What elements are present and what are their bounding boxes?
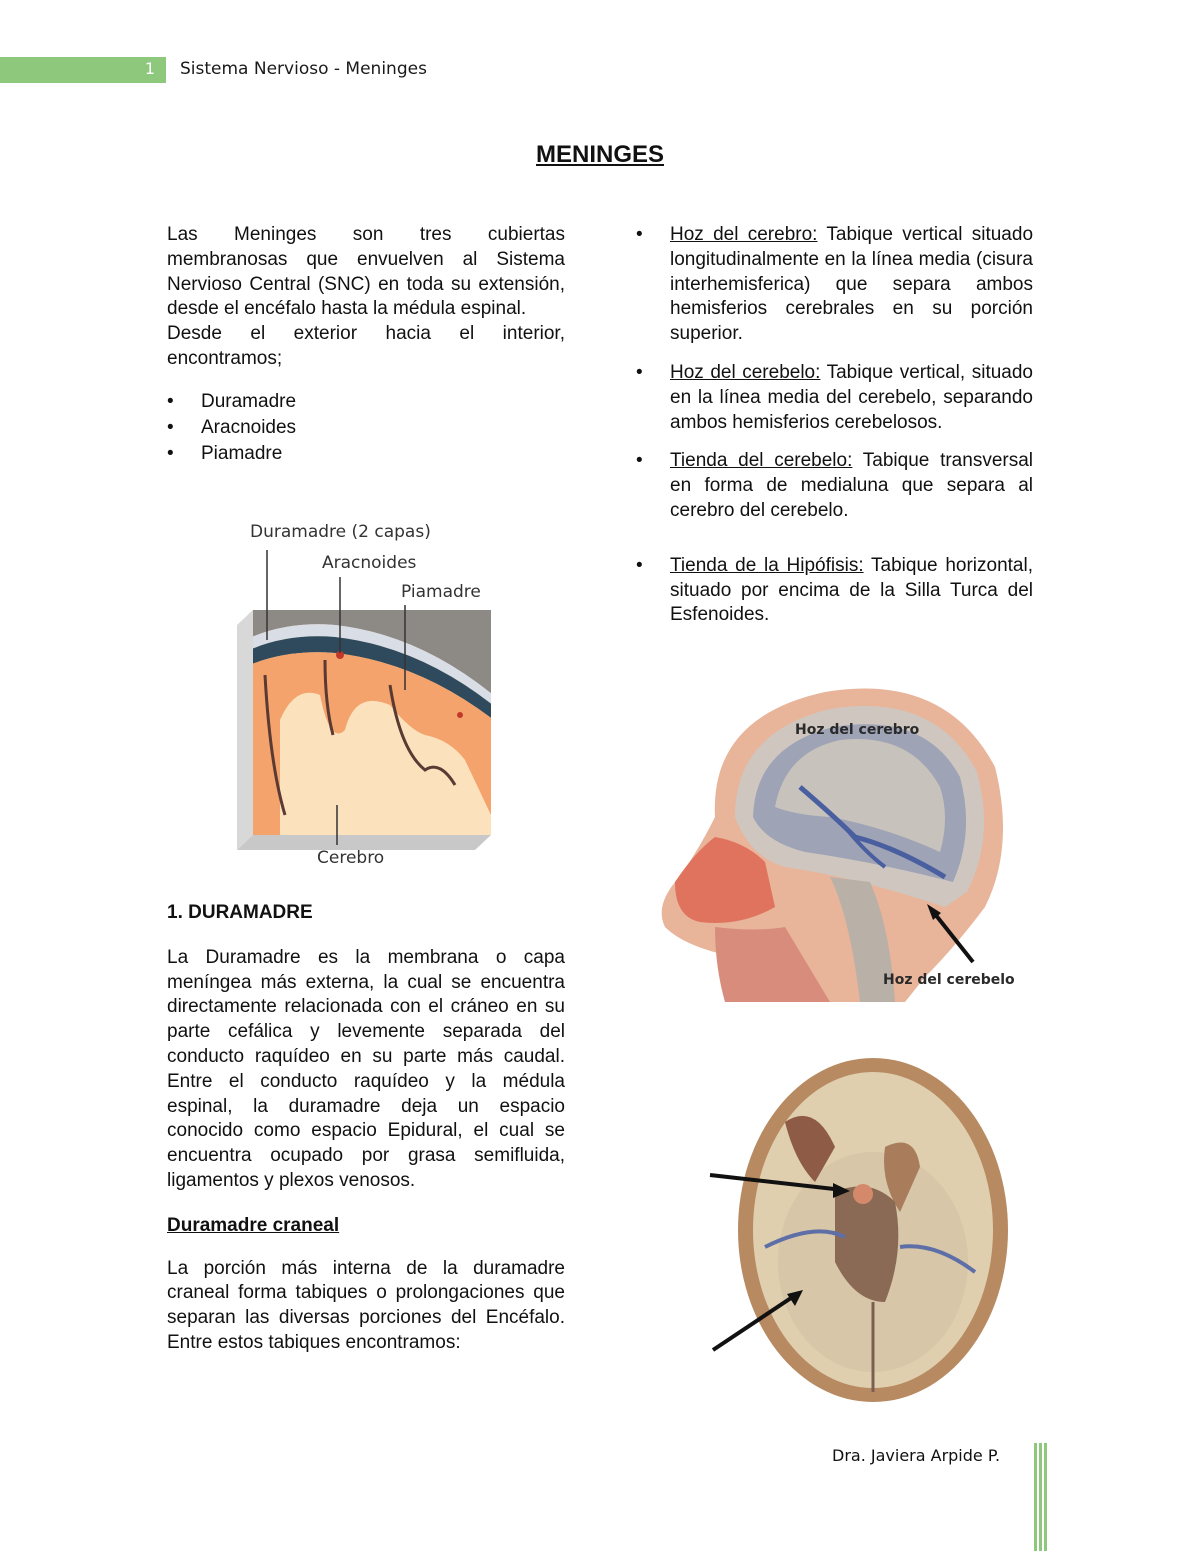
list-item: • Duramadre: [167, 389, 565, 415]
label-piamadre: Piamadre: [401, 582, 481, 602]
list-item: [636, 223, 1033, 347]
term-description: Tabique horizontal, situado por encima de la Silla Turca del Esfenoides.: [670, 554, 1033, 626]
accent-bar: [1034, 1443, 1037, 1551]
tabiques-list: [636, 223, 1033, 628]
intro-section: [167, 223, 565, 467]
meninges-list: [167, 389, 565, 467]
term-description: Tabique vertical, situado en la línea media del cerebelo, separando ambos hemisferios cerebelosos.: [670, 361, 1033, 433]
page-number: 1: [144, 59, 156, 78]
subsection-heading: Duramadre craneal: [167, 1214, 340, 1236]
list-item: [636, 554, 1033, 628]
duramadre-section: [167, 901, 565, 1356]
document-title: MENINGES: [535, 141, 664, 168]
cranial-base-illustration: [705, 1052, 1010, 1407]
cranial-base-figure: [705, 1052, 1010, 1407]
label-hoz-del-cerebro: Hoz del cerebro: [795, 722, 920, 738]
intro-paragraph-2: Desde el exterior hacia el interior, encontramos;: [167, 323, 565, 369]
list-item: [636, 449, 1033, 523]
sagittal-head-figure: [655, 677, 1015, 1002]
header-title: Sistema Nervioso - Meninges: [180, 59, 427, 79]
term: Tienda del cerebelo:: [670, 450, 853, 472]
duramadre-paragraph: La Duramadre es la membrana o capa meníngea más externa, la cual se encuentra directamente relacionada con el cráneo en su parte cefálica y levemente separada del conducto raquídeo en su parte más caudal. Entre el conducto raquídeo y la médula espinal, la duramadre deja un espacio conocido como espacio Epidural, el cual se encuentra ocupado por grasa semifluida, ligamentos y plexos venosos.: [167, 946, 565, 1191]
list-item: • Aracnoides: [167, 415, 565, 441]
meninges-layers-figure: [225, 515, 505, 875]
label-duramadre: Duramadre (2 capas): [250, 522, 431, 542]
footer-accent-bars: [1034, 1443, 1048, 1551]
term: Hoz del cerebelo:: [670, 361, 821, 383]
list-item: • Piamadre: [167, 441, 565, 467]
label-aracnoides: Aracnoides: [322, 553, 417, 573]
duramadre-craneal-paragraph: La porción más interna de la duramadre craneal forma tabiques o prolongaciones que separan las diversas porciones del Encéfalo. Entre estos tabiques encontramos:: [167, 1257, 565, 1353]
section-heading: 1. DURAMADRE: [167, 902, 313, 923]
list-item: [636, 361, 1033, 435]
term: Tienda de la Hipófisis:: [670, 554, 864, 576]
label-cerebro: Cerebro: [317, 848, 385, 868]
intro-paragraph: Las Meninges son tres cubiertas membranosas que envuelven al Sistema Nervioso Central (SNC) en toda su extensión, desde el encéfalo hasta la médula espinal.: [167, 224, 565, 320]
author-name: Dra. Javiera Arpide P.: [832, 1446, 1001, 1465]
accent-bar: [1044, 1443, 1047, 1551]
term: Hoz del cerebro:: [670, 224, 818, 245]
term-description: Tabique vertical situado longitudinalmente en la línea media (cisura interhemisferica) que separa ambos hemisferios cerebrales en su porción superior.: [670, 224, 1034, 345]
accent-bar: [1039, 1443, 1042, 1551]
label-hoz-del-cerebelo: Hoz del cerebelo: [883, 972, 1015, 988]
term-description: Tabique transversal en forma de medialuna que separa al cerebro del cerebelo.: [670, 450, 1033, 521]
